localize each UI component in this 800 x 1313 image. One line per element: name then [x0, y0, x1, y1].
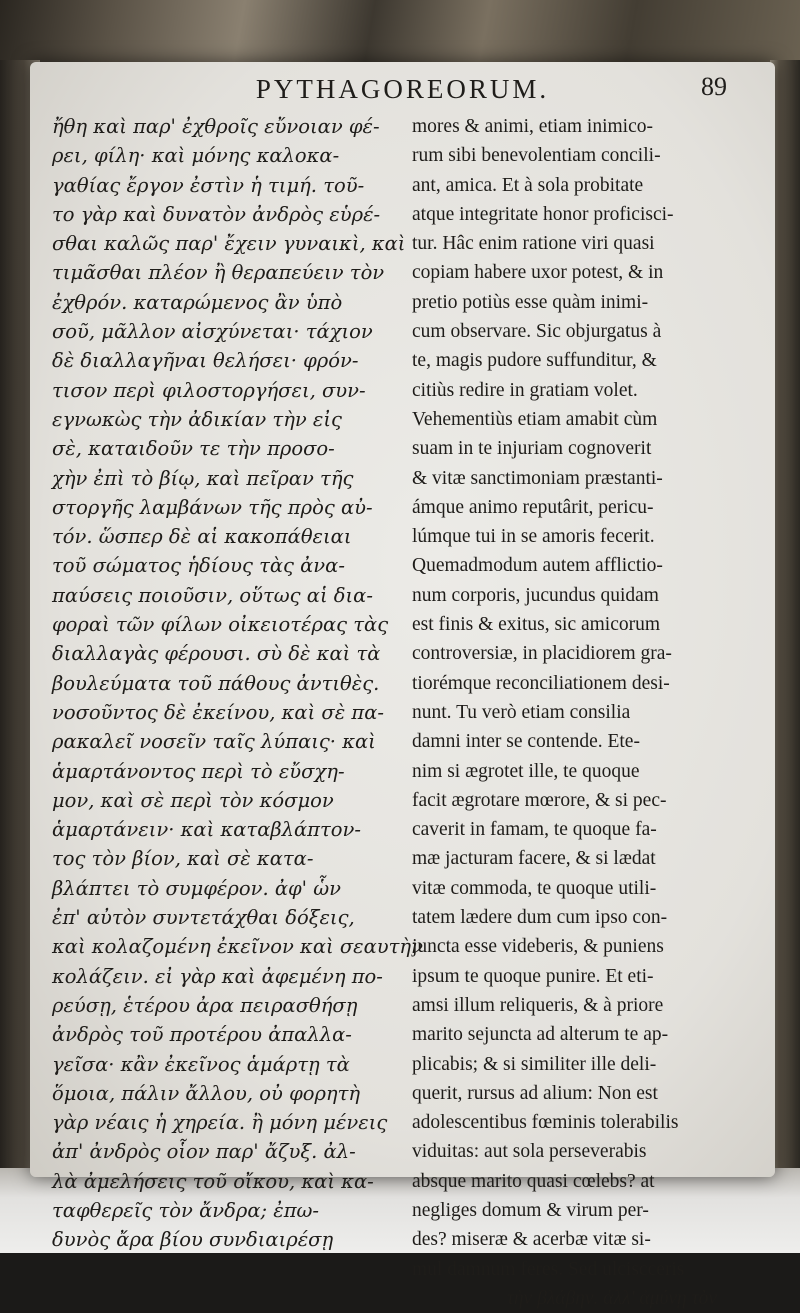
- latin-text-line: Quemadmodum autem afflictio-: [412, 555, 663, 577]
- greek-text-line: ρεύσῃ, ἑτέρου ἀρα πειρασθήσῃ: [52, 993, 358, 1017]
- latin-text-line: ant, amica. Et à sola probitate: [412, 174, 644, 196]
- latin-text-line: caverit in famam, te quoque fa-: [412, 819, 657, 841]
- latin-text-line: damni inter se contende. Ete-: [412, 731, 640, 753]
- greek-text-line: παύσεις ποιοῦσιν, οὕτως αἱ δια-: [52, 583, 373, 607]
- running-title: PYTHAGOREORUM.: [255, 74, 550, 104]
- latin-text-line: ámque animo reputârit, pericu-: [412, 496, 654, 518]
- greek-text-line: ἁμαρτάνοντος περὶ τὸ εὔσχη-: [52, 759, 345, 783]
- greek-text-line: ἀνδρὸς τοῦ προτέρου ἀπαλλα-: [52, 1023, 352, 1047]
- latin-text-line: controversiæ, in placidiorem gra-: [412, 643, 672, 665]
- greek-text-line: εγνωκὼς τὴν ἀδικίαν τὴν εἰς: [52, 407, 342, 431]
- greek-text-line: χὴν ἐπὶ τὸ βίῳ, καὶ πεῖραν τῆς: [52, 466, 354, 490]
- latin-text-line: est finis & exitus, sic amicorum: [412, 614, 661, 636]
- latin-text-line: tatem lædere dum cum ipso con-: [412, 907, 668, 929]
- greek-text-line: το γὰρ καὶ δυνατὸν ἀνδρὸς εὑρέ-: [52, 202, 381, 226]
- greek-text-line: ὅμοια, πάλιν ἄλλου, οὐ φορητὴ: [52, 1081, 361, 1105]
- greek-text-line: ἀπ' ἀνδρὸς οἷον παρ' ἄζυξ. ἀλ-: [52, 1140, 356, 1164]
- greek-text-line: γαθίας ἔργον ἐστὶν ἡ τιμή. τοῦ-: [52, 173, 365, 197]
- page-number: 89: [701, 72, 727, 101]
- greek-text-line: τόν. ὥσπερ δὲ αἱ κακοπάθειαι: [52, 525, 352, 549]
- greek-text-line: ἁμαρτάνειν· καὶ καταβλάπτον-: [52, 818, 361, 842]
- greek-text-line: διαλλαγὰς φέρουσι. σὺ δὲ καὶ τὰ: [52, 642, 381, 666]
- greek-text-line: γεῖσα· κἂν ἐκεῖνος ἁμάρτῃ τὰ: [52, 1052, 350, 1076]
- latin-text-line: lúmque tui in se amoris fecerit.: [412, 526, 655, 548]
- latin-text-line: pretio potiùs esse quàm inimi-: [412, 291, 649, 313]
- latin-text-line: copiam habere uxor potest, & in: [412, 262, 664, 284]
- greek-text-line: ρει, φίλη· καὶ μόνης καλοκα-: [52, 144, 340, 168]
- latin-text-line: querit, rursus ad alium: Non est: [412, 1082, 658, 1104]
- greek-text-line: νοσοῦντος δὲ ἐκείνου, καὶ σὲ πα-: [52, 700, 384, 724]
- greek-text-line: μον, καὶ σὲ περὶ τὸν κόσμον: [52, 788, 334, 812]
- latin-text-line: rum sibi benevolentiam concili-: [412, 145, 661, 167]
- latin-text-line: facit ægrotare mœrore, & si pec-: [412, 789, 667, 811]
- latin-text-line: nim si ægrotet ille, te quoque: [412, 760, 640, 782]
- greek-text-line: τιμᾶσθαι πλέον ἢ θεραπεύειν τὸν: [52, 261, 385, 285]
- greek-text-line: ἤθη καὶ παρ' ἐχθροῖς εὔνοιαν φέ-: [52, 115, 380, 138]
- greek-text-line: σοῦ, μᾶλλον αἰσχύνεται· τάχιον: [52, 320, 373, 344]
- latin-text-line: mæ jacturam facere, & si lædat: [412, 848, 656, 870]
- latin-text-line: nunt. Tu verò etiam consilia: [412, 701, 631, 723]
- latin-text-line: te, magis pudore suffunditur, &: [412, 350, 657, 372]
- greek-text-line: φοραὶ τῶν φίλων οἰκειοτέρας τὰς: [52, 613, 389, 637]
- greek-text-line: κολάζειν. εἰ γὰρ καὶ ἀφεμένη πο-: [52, 964, 383, 988]
- greek-text-line: τος τὸν βίον, καὶ σὲ κατα-: [52, 847, 314, 871]
- latin-text-line: tur. Hâc enim ratione viri quasi: [412, 233, 655, 255]
- latin-text-line: viduitas: aut sola perseverabis: [412, 1141, 647, 1163]
- latin-text-line: negliges domum & virum per-: [412, 1199, 649, 1221]
- latin-text-line: tiorémque reconciliationem desi-: [412, 672, 670, 694]
- latin-text-line: num corporis, jucundus quidam: [412, 584, 659, 606]
- greek-text-column: [52, 112, 423, 1252]
- greek-text-line: σθαι καλῶς παρ' ἔχειν γυναικὶ, καὶ: [52, 232, 406, 256]
- latin-text-line: mores & animi, etiam inimico-: [412, 116, 653, 137]
- latin-text-line: mul damnum feres. Sed ulciscceris: [412, 1258, 685, 1280]
- greek-text-line: λὰ ἀμελήσεις τοῦ οἴκου, καὶ κα-: [52, 1169, 374, 1193]
- running-head: [30, 68, 775, 108]
- greek-text-line: γὰρ νέαις ἡ χηρεία. ἢ μόνη μένεις: [52, 1111, 388, 1135]
- latin-text-line: suam in te injuriam cognoverit: [412, 438, 652, 460]
- latin-text-line: ipsum te quoque punire. Et eti-: [412, 965, 654, 987]
- greek-text-line: καὶ κολαζομένη ἐκεῖνον καὶ σεαυτὴν: [52, 935, 423, 959]
- greek-text-line: τισον περὶ φιλοστοργήσει, συν-: [52, 378, 366, 402]
- book-page: [30, 62, 775, 1309]
- latin-text-line: atque integritate honor proficisci-: [412, 203, 674, 225]
- latin-text-column: [412, 112, 757, 1309]
- latin-text-line: marito sejuncta ad alterum te ap-: [412, 1024, 669, 1046]
- greek-text-line: ρακαλεῖ νοσεῖν ταῖς λύπαις· καὶ: [52, 730, 376, 754]
- latin-text-line: cum observare. Sic objurgatus à: [412, 321, 662, 343]
- latin-text-line: juncta esse videberis, & puniens: [412, 936, 664, 958]
- greek-text-line: τοῦ σώματος ἡδίους τὰς ἀνα-: [52, 554, 345, 578]
- greek-text-line: βλάπτει τὸ συμφέρον. ἀφ' ὧν: [52, 876, 341, 900]
- latin-text-line: adolescentibus fœminis tolerabilis: [412, 1112, 679, 1134]
- greek-text-line: δὲ διαλλαγῆναι θελήσει· φρόν-: [52, 349, 359, 373]
- latin-text-line: τὴν βλάβην. ἀλλ' ἀμύνῃ τὸν: [506, 1287, 717, 1309]
- latin-text-line: des? miseræ & acerbæ vitæ si-: [412, 1229, 651, 1251]
- latin-text-line: vitæ commoda, te quoque utili-: [412, 877, 657, 899]
- latin-text-line: absque marito quasi cœlebs? at: [412, 1170, 655, 1192]
- latin-text-line: citiùs redire in gratiam volet.: [412, 379, 638, 401]
- greek-text-line: στοργῆς λαμβάνων τῆς πρὸς αὐ-: [52, 495, 373, 519]
- latin-text-line: amsi illum reliqueris, & à priore: [412, 994, 664, 1016]
- greek-text-line: σὲ, καταιδοῦν τε τὴν προσο-: [52, 437, 335, 461]
- greek-text-line: ἐχθρόν. καταρώμενος ἂν ὑπὸ: [52, 290, 343, 314]
- latin-text-line: & vitæ sanctimoniam præstanti-: [412, 467, 663, 489]
- latin-text-line: Vehementiùs etiam amabit cùm: [412, 408, 658, 430]
- latin-text-line: plicabis; & si similiter ille deli-: [412, 1053, 657, 1075]
- greek-text-line: ἐπ' αὐτὸν συντετάχθαι δόξεις,: [52, 906, 355, 930]
- greek-text-line: δυνὸς ἄρα βίου συνδιαιρέσῃ: [52, 1228, 334, 1252]
- greek-text-line: βουλεύματα τοῦ πάθους ἀντιθὲς.: [52, 671, 380, 695]
- greek-text-line: ταφθερεῖς τὸν ἄνδρα; ἐπω-: [52, 1198, 320, 1222]
